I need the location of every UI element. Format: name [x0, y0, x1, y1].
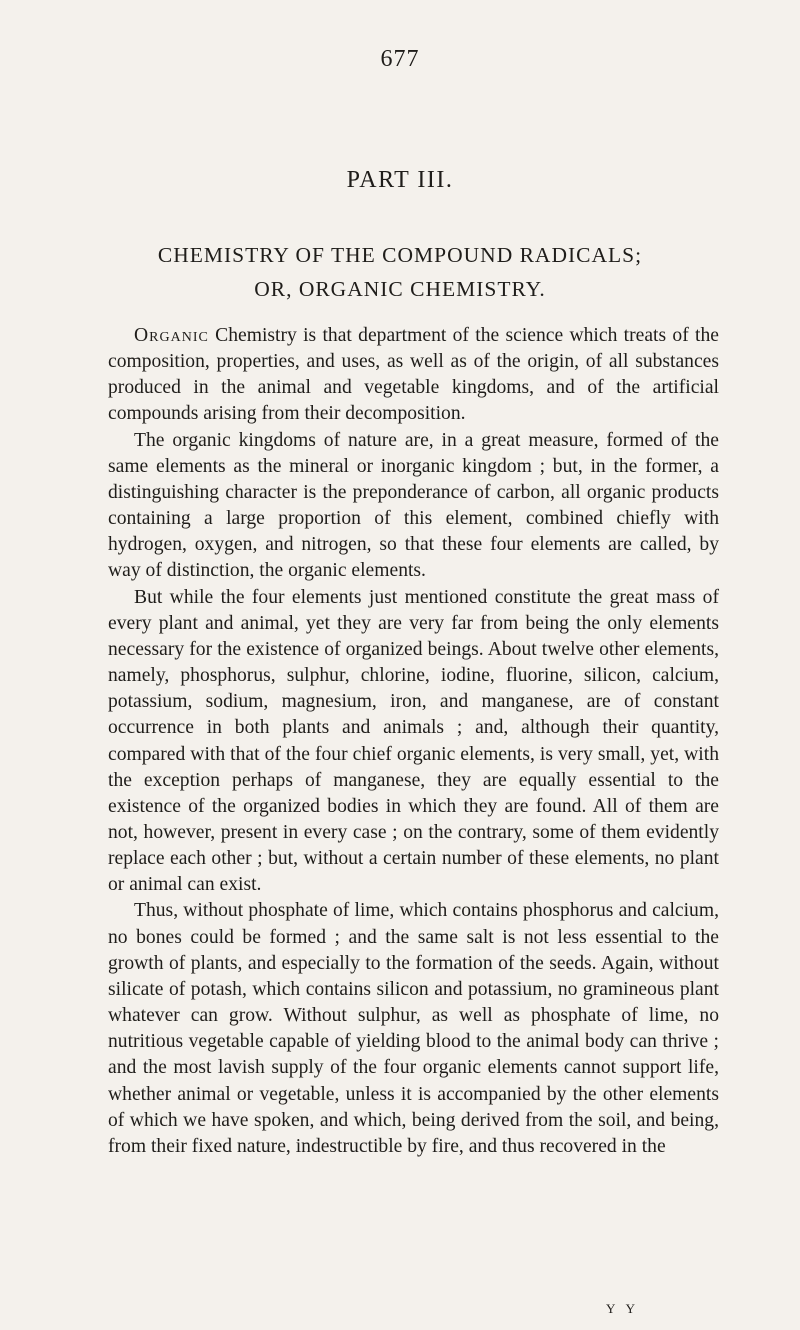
paragraph-1-text: Chemistry is that department of the science which treats of the composition, properties, and uses, as well as of the origin, of all substances produced in the animal and vegetable kingdoms, and of the artificial compounds arising from their decomposition.	[108, 325, 719, 425]
paragraph-2: The organic kingdoms of nature are, in a great measure, formed of the same elements as the mineral or inorganic kingdom ; but, in the former, a distinguishing character is the preponderance of carbon, all organic products containing a large proportion of this element, combined chiefly with hydrogen, oxygen, and nitrogen, so that these four elements are called, by way of distinction, the organic elements.	[108, 429, 719, 582]
paragraph-4: Thus, without phosphate of lime, which contains phosphorus and calcium, no bones could be formed ; and the same salt is not less essential to the growth of plants, and especially to the formation of the seeds. Again, without silicate of potash, which contains silicon and potassium, no gramineous plant whatever can grow. Without sulphur, as well as phosphate of lime, no nutritious vegetable capable of yielding blood to the animal body can thrive ; and the most lavish supply of the four organic elements cannot support life, whether animal or vegetable, unless it is accompanied by the other elements of which we have spoken, and which, being derived from the soil, and being, from their fixed nature, indestructible by fire, and thus recovered in the	[108, 900, 719, 1157]
part-title: PART III.	[346, 167, 454, 193]
signature-mark: Y Y	[606, 1301, 640, 1316]
body-text	[108, 323, 719, 1160]
paragraph-1-lead-word: Organic	[134, 325, 209, 346]
chapter-title-line-1: CHEMISTRY OF THE COMPOUND RADICALS;	[157, 243, 643, 267]
paragraph-3: But while the four elements just mentioned constitute the great mass of every plant and animal, yet they are very far from being the only elements necessary for the existence of organized beings. About twelve other elements, namely, phosphorus, sulphur, chlorine, iodine, fluorine, silicon, calcium, potassium, sodium, magnesium, iron, and manganese, are of constant occurrence in both plants and animals ; and, although their quantity, compared with that of the four chief organic elements, is very small, yet, with the exception perhaps of manganese, they are equally essential to the existence of the organized bodies in which they are found. All of them are not, however, present in every case ; on the contrary, some of them evidently replace each other ; but, without a certain number of these elements, no plant or animal can exist.	[108, 586, 719, 896]
paragraph-1	[108, 323, 719, 428]
chapter-title-line-2: OR, ORGANIC CHEMISTRY.	[254, 277, 546, 301]
page-number: 677	[380, 46, 420, 72]
chapter-title	[0, 238, 800, 306]
